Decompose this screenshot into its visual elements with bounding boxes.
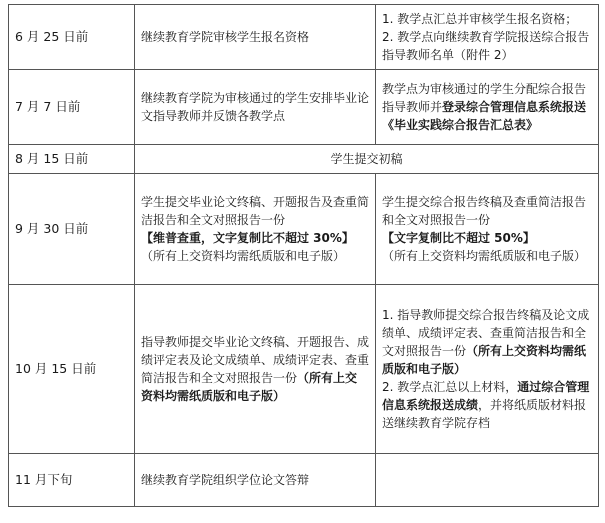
notes-cell (376, 174, 599, 285)
note-line (382, 378, 592, 432)
table-row (9, 70, 599, 145)
task-text: 学生提交毕业论文终稿、开题报告及查重简洁报告和全文对照报告一份 (141, 195, 370, 227)
date-cell: 9 月 30 日前 (9, 174, 135, 285)
notes-cell (376, 285, 599, 454)
task-cell (135, 174, 376, 285)
task-cell: 继续教育学院组织学位论文答辩 (135, 454, 376, 507)
note-bold-text: 【文字复制比不超过 50%】 (382, 231, 535, 245)
note-text: 1. 指导教师提交综合报告终稿及论文成绩单、成绩评定表、查重简洁报告和全文对照报告一份 (382, 308, 590, 358)
table-row (9, 454, 599, 507)
task-cell: 继续教育学院为审核通过的学生安排毕业论文指导教师并反馈各教学点 (135, 70, 376, 145)
task-cell (135, 285, 376, 454)
note-text: 学生提交综合报告终稿及查重简洁报告和全文对照报告一份 (382, 195, 587, 227)
note-text: 2. 教学点汇总以上材料， (382, 380, 518, 394)
task-text: 指导教师提交毕业论文终稿、开题报告、成绩评定表及论文成绩单、成绩评定表、查重简洁报告和全文对照报告一份 (141, 335, 370, 385)
note-line: 1. 教学点汇总并审核学生报名资格； (382, 12, 578, 26)
note-line: （所有上交资料均需纸质版和电子版） (382, 249, 587, 263)
note-text: 教学点为审核通过的学生分配综合报告指导教师并 (382, 82, 587, 114)
task-bold-text: 【维普查重，文字复制比不超过 30%】 (141, 231, 354, 245)
date-cell: 11 月下旬 (9, 454, 135, 507)
table-row (9, 174, 599, 285)
notes-cell (376, 454, 599, 507)
date-cell: 8 月 15 日前 (9, 145, 135, 174)
note-bold-text: （所有上交资料均需纸质版和电子版） (382, 344, 587, 376)
note-text: ，并将纸质版材料报送继续教育学院存档 (382, 398, 587, 430)
task-note: （所有上交资料均需纸质版和电子版） (141, 249, 346, 263)
notes-cell (376, 5, 599, 70)
table-row (9, 285, 599, 454)
merged-task-cell: 学生提交初稿 (135, 145, 599, 174)
date-cell: 6 月 25 日前 (9, 5, 135, 70)
task-bold-text: （所有上交资料均需纸质版和电子版） (141, 371, 358, 403)
date-cell: 10 月 15 日前 (9, 285, 135, 454)
notes-cell (376, 70, 599, 145)
task-cell: 继续教育学院审核学生报名资格 (135, 5, 376, 70)
table-row (9, 145, 599, 174)
schedule-table (8, 4, 599, 507)
note-line (382, 306, 592, 378)
note-bold-text: 登录综合管理信息系统报送《毕业实践综合报告汇总表》 (382, 100, 587, 132)
table-row (9, 5, 599, 70)
note-bold-text: 通过综合管理信息系统报送成绩 (382, 380, 590, 412)
date-cell: 7 月 7 日前 (9, 70, 135, 145)
note-line: 2. 教学点向继续教育学院报送综合报告指导教师名单（附件 2） (382, 30, 590, 62)
